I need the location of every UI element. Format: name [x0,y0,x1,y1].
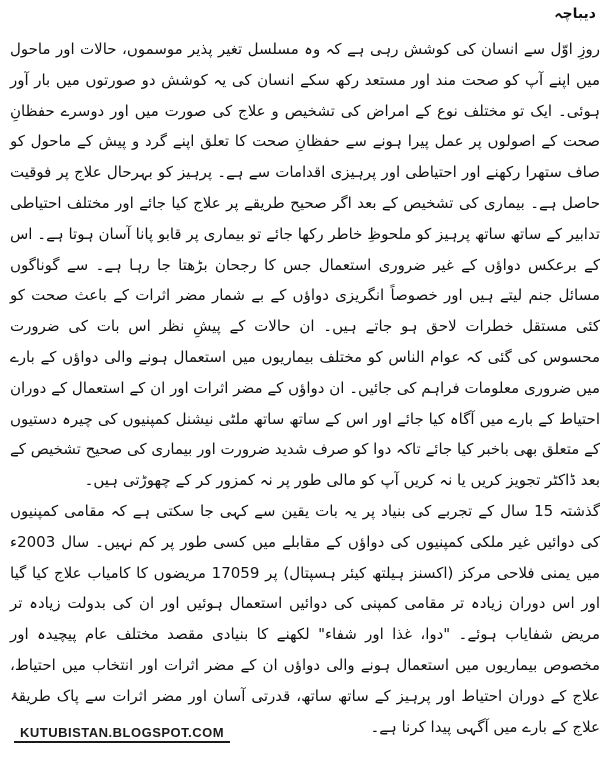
page-heading: دیباچہ [554,6,596,22]
body-text [10,34,600,742]
paragraph-1: روزِ اوّل سے انسان کی کوشش رہی ہے کہ وہ مسلسل تغیر پذیر موسموں، حالات اور ماحول میں اپنے آپ کو صحت مند اور مستعد رکھ سکے انسان کی یہ کوشش دو صورتوں میں بار آور ہوئی۔ ایک تو مختلف نوع کے امراض کی تشخیص و علاج کی صورت میں اور دوسرے حفظانِ صحت کے اصولوں پر عمل پیرا ہونے سے حفظانِ صحت کا تعلق اپنے گرد و پیش کے ماحول کو صاف ستھرا رکھنے اور احتیاطی اور پرہیزی اقدامات سے ہے۔ پرہیز کو بہرحال علاج پر فوقیت حاصل ہے۔ بیماری کی تشخیص کے بعد اگر صحیح طریقے پر علاج کیا جائے اور مختلف احتیاطی تدابیر کے ساتھ ساتھ پرہیز کو ملحوظِ خاطر رکھا جائے تو بیماری پر قابو پانا آسان ہوتا ہے۔ اس کے برعکس دواؤں کے غیر ضروری استعمال جس کا رجحان بڑھتا جا رہا ہے۔ سے گوناگوں مسائل جنم لیتے ہیں اور خصوصاً انگریزی دواؤں کے بے شمار مضر اثرات کے باعث صحت کو کئی مستقل خطرات لاحق ہو جاتے ہیں۔ ان حالات کے پیشِ نظر اس بات کی ضرورت محسوس کی گئی کہ عوام الناس کو مختلف بیماریوں میں استعمال ہونے والی دواؤں کے بارے میں ضروری معلومات فراہم کی جائیں۔ ان دواؤں کے مضر اثرات اور ان کے استعمال کے دوران احتیاط کے بارے میں آگاہ کیا جائے اور اس کے ساتھ ساتھ ملٹی نیشنل کمپنیوں کی چیرہ دستیوں کے متعلق بھی باخبر کیا جائے تاکہ دوا کو صرف شدید ضرورت اور بیماری کی صحیح تشخیص کے بعد ڈاکٹر تجویز کریں یا نہ کریں آپ کو مالی طور پر نہ کمزور کر کے چھوڑتی ہیں۔ [10,40,600,490]
site-watermark: KUTUBISTAN.BLOGSPOT.COM [14,724,230,743]
paragraph-2: گذشتہ 15 سال کے تجربے کی بنیاد پر یہ بات یقین سے کہی جا سکتی ہے کہ مقامی کمپنیوں کی دوائیں غیر ملکی کمپنیوں کی دواؤں کے مقابلے میں کسی طور پر کم نہیں۔ سال 2003ء میں یمنی فلاحی مرکز (اکسنز ہیلتھ کیئر ہسپتال) پر 17059 مریضوں کا کامیاب علاج کیا گیا اور اس دوران زیادہ تر مقامی کمپنی کی دوائیں استعمال ہوئیں اور ان کی بدولت زیادہ تر مریض شفایاب ہوئے۔ "دوا، غذا اور شفاء" لکھنے کا بنیادی مقصد مختلف عام پیچیدہ اور مخصوص بیماریوں میں استعمال ہونے والی دواؤں ان کے مضر اثرات اور انتخاب میں احتیاط، علاج کے دوران احتیاط اور پرہیز کے ساتھ ساتھ، قدرتی آسان اور مضر اثرات سے پاک طریقۂ علاج کے بارے میں آگہی پیدا کرنا ہے۔ [10,501,600,736]
